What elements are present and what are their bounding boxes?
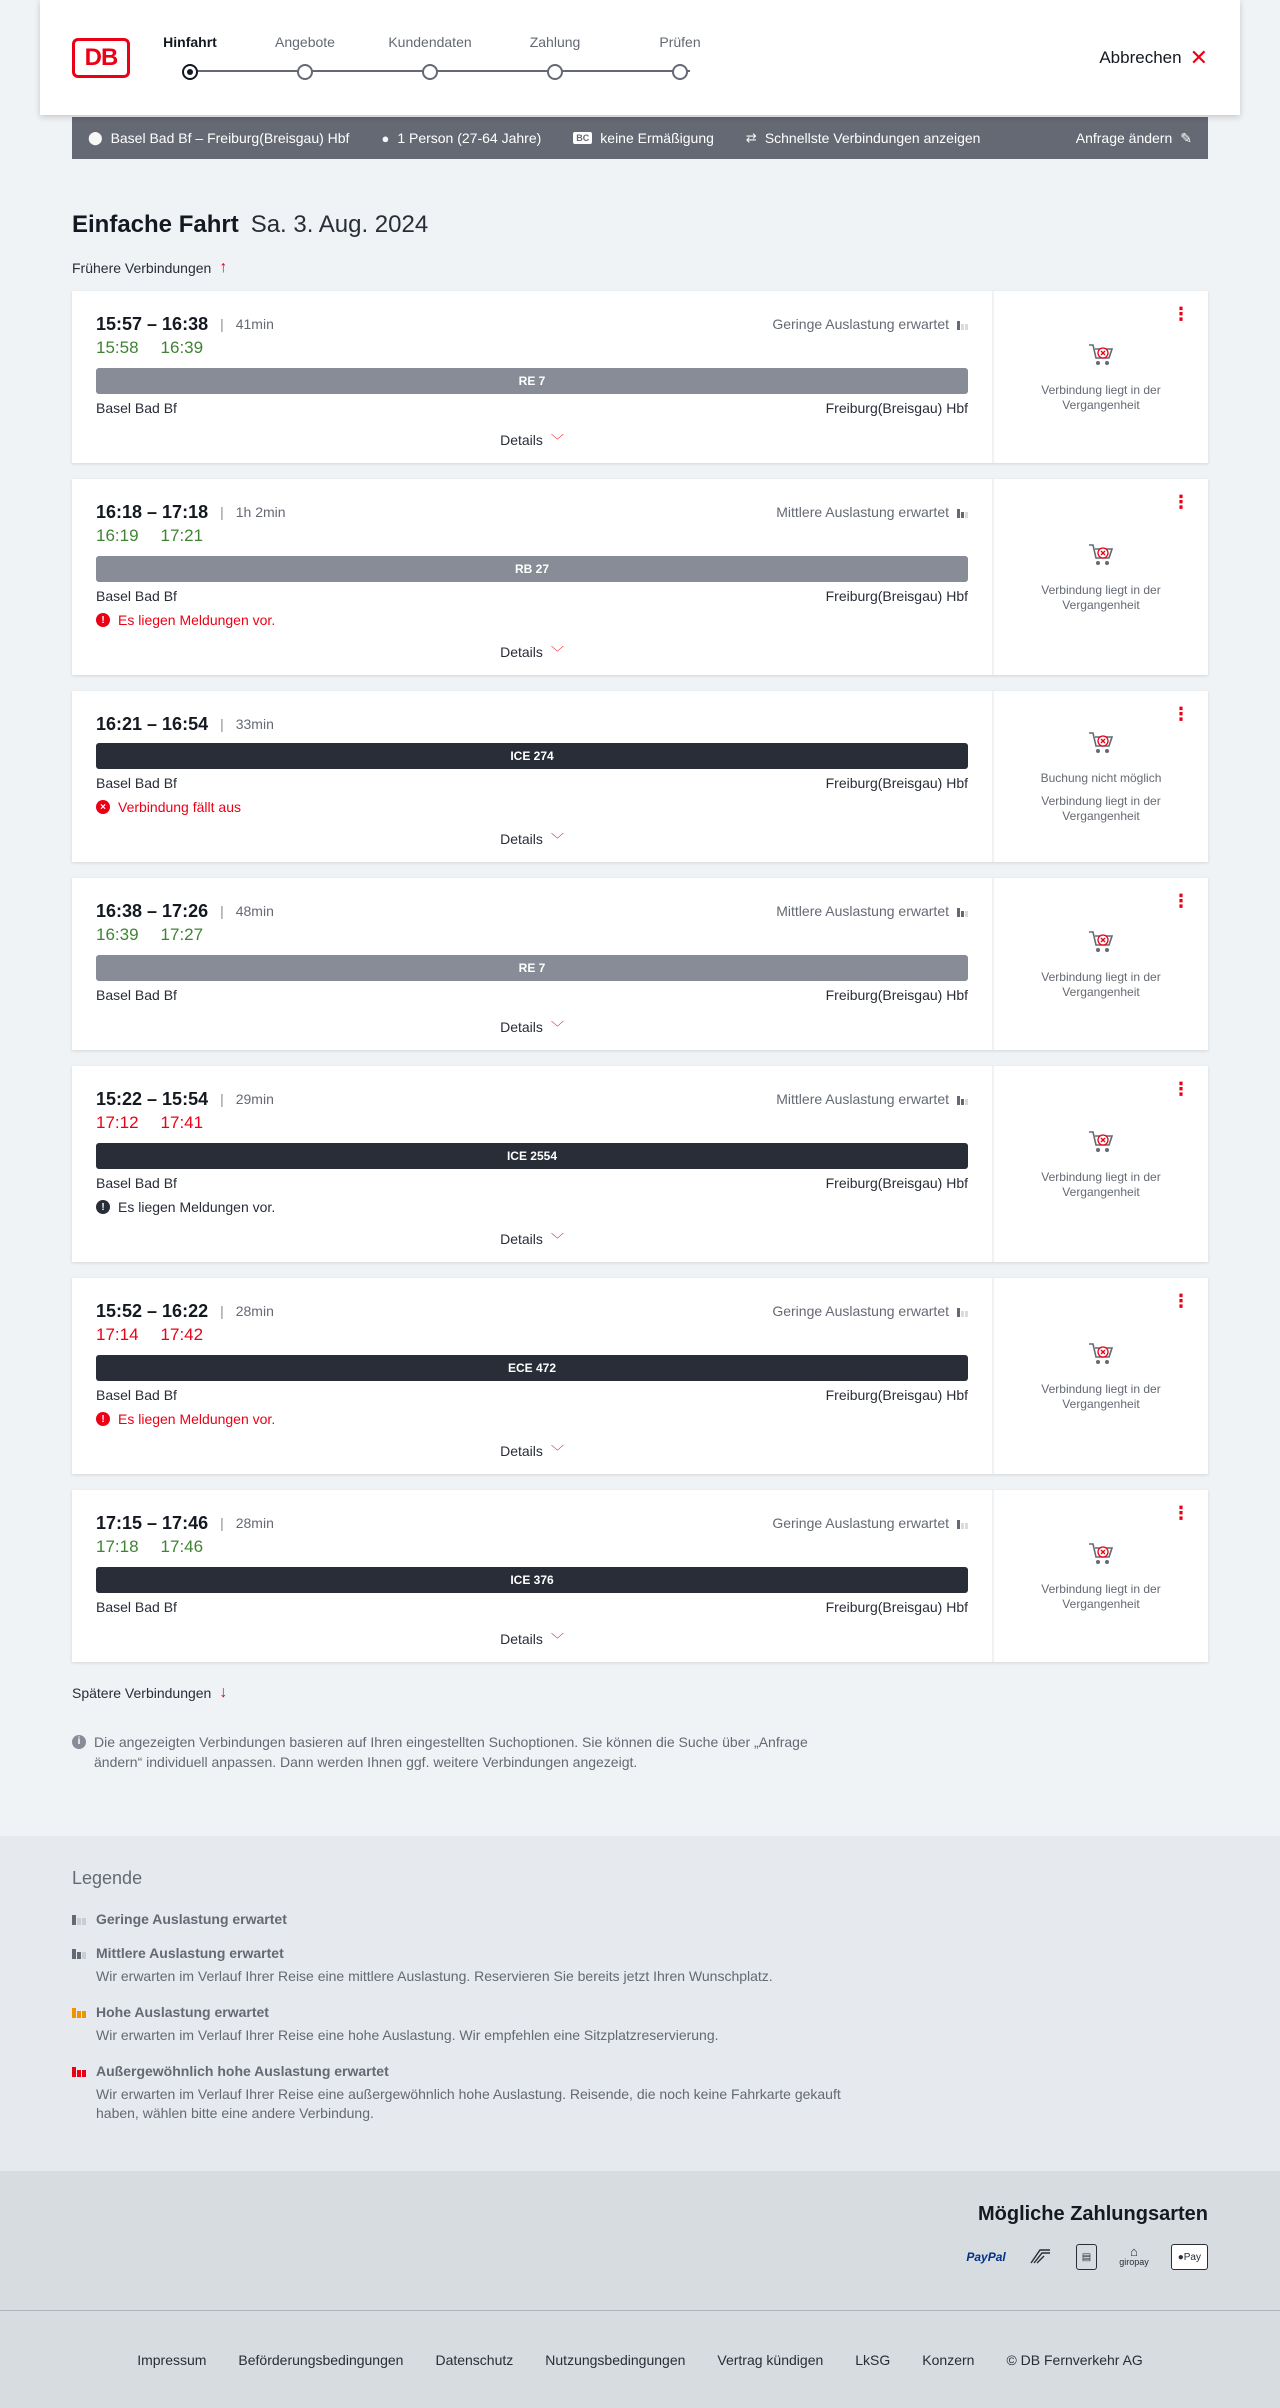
realtime-arrival: 16:39 xyxy=(160,338,204,357)
train-bar[interactable]: ECE 472 xyxy=(96,1355,968,1381)
step-label: Angebote xyxy=(275,34,335,50)
paypal-icon: PayPal xyxy=(966,2250,1006,2264)
connection-duration: 48min xyxy=(235,903,274,919)
more-options-icon[interactable]: ⋮ xyxy=(1172,492,1190,512)
details-label: Details xyxy=(500,431,543,448)
alert-circle-icon: ! xyxy=(96,1200,110,1214)
close-icon: ✕ xyxy=(1189,45,1208,70)
change-request-button[interactable] xyxy=(1076,130,1192,147)
legend-item-desc: Wir erwarten im Verlauf Ihrer Reise eine mittlere Auslastung. Reservieren Sie bereits jetzt Ihren Wunschplatz. xyxy=(96,1968,773,1984)
booking-panel xyxy=(994,291,1208,463)
arrival-station: Freiburg(Breisgau) Hbf xyxy=(825,1175,968,1191)
details-label: Details xyxy=(500,830,543,847)
later-connections-link[interactable] xyxy=(72,1684,227,1702)
earlier-connections-link[interactable] xyxy=(72,259,227,277)
chevron-down-icon: ﹀ xyxy=(550,1632,564,1647)
step-zahlung xyxy=(495,34,615,80)
trip-type: Einfache Fahrt xyxy=(72,211,239,238)
top-header xyxy=(40,0,1240,115)
station-row xyxy=(96,1175,968,1191)
occupancy-indicator xyxy=(772,1303,968,1319)
cart-unavailable-icon xyxy=(1087,1341,1115,1370)
booking-panel xyxy=(994,878,1208,1050)
step-kundendaten xyxy=(370,34,490,80)
connection-duration: 33min xyxy=(235,716,274,732)
connection-status-text: Verbindung liegt in der Vergangenheit xyxy=(1041,969,1161,999)
station-row xyxy=(96,1599,968,1615)
booking-panel xyxy=(994,1066,1208,1262)
chevron-down-icon: ﹀ xyxy=(550,1444,564,1459)
search-summary-bar xyxy=(72,117,1208,159)
occupancy-text: Geringe Auslastung erwartet xyxy=(772,1515,949,1531)
connection-card[interactable] xyxy=(72,291,1208,463)
connection-info xyxy=(72,1066,994,1262)
more-options-icon[interactable]: ⋮ xyxy=(1172,891,1190,911)
separator: | xyxy=(220,1515,224,1531)
cancel-circle-icon: × xyxy=(96,800,110,814)
realtime-departure: 17:14 xyxy=(96,1325,139,1344)
legend-item-medium xyxy=(72,1945,1208,1986)
step-pruefen xyxy=(620,34,740,80)
separator: | xyxy=(220,716,224,732)
summary-route-text: Basel Bad Bf – Freiburg(Breisgau) Hbf xyxy=(110,130,350,146)
separator: | xyxy=(220,1303,224,1319)
details-label: Details xyxy=(500,1442,543,1459)
location-pin-icon: ⬤ xyxy=(88,130,103,145)
giropay-label: giropay xyxy=(1119,2257,1149,2267)
step-dot xyxy=(672,64,688,80)
train-bar[interactable]: RB 27 xyxy=(96,556,968,582)
person-icon: ● xyxy=(381,130,390,146)
realtime-arrival: 17:21 xyxy=(160,526,204,545)
booking-panel xyxy=(994,1490,1208,1662)
realtime-times xyxy=(96,1113,968,1135)
summary-passengers[interactable] xyxy=(381,130,541,146)
details-toggle[interactable] xyxy=(96,1229,968,1248)
connection-card[interactable] xyxy=(72,479,1208,675)
alert-circle-icon: ! xyxy=(96,613,110,627)
occupancy-text: Mittlere Auslastung erwartet xyxy=(776,903,949,919)
connection-card[interactable] xyxy=(72,1490,1208,1662)
realtime-times xyxy=(96,1325,968,1347)
occupancy-text: Mittlere Auslastung erwartet xyxy=(776,504,949,520)
more-options-icon[interactable]: ⋮ xyxy=(1172,1291,1190,1311)
connection-list xyxy=(72,291,1208,1662)
db-logo[interactable]: DB xyxy=(72,38,130,78)
occupancy-high-icon xyxy=(72,2006,88,2018)
chevron-down-icon: ﹀ xyxy=(550,1020,564,1035)
connection-card[interactable] xyxy=(72,878,1208,1050)
connection-message xyxy=(96,799,968,815)
message-text: Es liegen Meldungen vor. xyxy=(118,612,276,628)
trip-heading xyxy=(72,211,1208,239)
booking-panel xyxy=(994,691,1208,862)
bahncard-icon: BC xyxy=(573,132,592,144)
connection-times: 16:21 – 16:54 xyxy=(96,713,209,734)
step-angebote xyxy=(245,34,365,80)
pencil-icon: ✎ xyxy=(1180,129,1192,146)
summary-discount[interactable] xyxy=(573,130,714,146)
step-label: Kundendaten xyxy=(388,34,472,50)
details-label: Details xyxy=(500,1630,543,1647)
occupancy-indicator xyxy=(772,316,968,332)
occupancy-indicator xyxy=(776,504,968,520)
departure-station: Basel Bad Bf xyxy=(96,400,177,416)
connection-message xyxy=(96,612,968,628)
info-icon: i xyxy=(72,1735,86,1749)
step-label: Prüfen xyxy=(659,34,701,50)
departure-station: Basel Bad Bf xyxy=(96,1175,177,1191)
legend-item-low xyxy=(72,1911,1208,1927)
arrival-station: Freiburg(Breisgau) Hbf xyxy=(825,1599,968,1615)
footer-link-lksg[interactable]: LkSG xyxy=(855,2351,891,2368)
message-text: Verbindung fällt aus xyxy=(118,799,241,815)
legend-item-title: Hohe Auslastung erwartet xyxy=(96,2004,269,2020)
booking-panel xyxy=(994,1278,1208,1474)
step-dot-active xyxy=(182,64,198,80)
summary-passengers-text: 1 Person (27-64 Jahre) xyxy=(397,130,542,146)
realtime-departure: 17:12 xyxy=(96,1113,139,1132)
details-toggle[interactable] xyxy=(96,642,968,661)
connection-duration: 1h 2min xyxy=(235,504,286,520)
swap-arrows-icon: ⇄ xyxy=(745,130,757,145)
step-label: Hinfahrt xyxy=(163,34,217,50)
details-label: Details xyxy=(500,1230,543,1247)
realtime-arrival: 17:27 xyxy=(160,925,204,944)
departure-station: Basel Bad Bf xyxy=(96,588,177,604)
details-label: Details xyxy=(500,643,543,660)
train-bar[interactable]: RE 7 xyxy=(96,368,968,394)
sepa-direct-debit-icon: ▤ xyxy=(1076,2244,1097,2270)
train-bar[interactable]: ICE 376 xyxy=(96,1567,968,1593)
connection-info xyxy=(72,479,994,675)
occupancy-low-icon xyxy=(72,1913,88,1925)
cart-unavailable-icon xyxy=(1087,1541,1115,1570)
step-label: Zahlung xyxy=(529,34,581,50)
separator: | xyxy=(220,504,224,520)
occupancy-exceptional-icon xyxy=(72,2065,88,2077)
separator: | xyxy=(220,903,224,919)
more-options-icon[interactable]: ⋮ xyxy=(1172,704,1190,724)
legend-item-title: Mittlere Auslastung erwartet xyxy=(96,1945,284,1961)
page-footer xyxy=(0,2310,1280,2408)
footer-link-vertrag-kuendigen[interactable]: Vertrag kündigen xyxy=(717,2351,824,2368)
footer-link-nutzung[interactable]: Nutzungsbedingungen xyxy=(545,2351,686,2368)
realtime-departure: 15:58 xyxy=(96,338,139,357)
connection-status-text: Verbindung liegt in der Vergangenheit xyxy=(1041,1581,1161,1611)
giropay-icon: ⌂ giropay xyxy=(1119,2244,1149,2267)
connection-times: 15:22 – 15:54 xyxy=(96,1088,209,1109)
more-options-icon[interactable]: ⋮ xyxy=(1172,304,1190,324)
chevron-down-icon: ﹀ xyxy=(550,832,564,847)
connection-status-text: Verbindung liegt in der Vergangenheit xyxy=(1041,793,1161,823)
apple-pay-label: Pay xyxy=(1183,2251,1201,2263)
footer-link-konzern[interactable]: Konzern xyxy=(922,2351,975,2368)
footer-copyright[interactable]: © DB Fernverkehr AG xyxy=(1006,2351,1143,2368)
legend-item-title: Geringe Auslastung erwartet xyxy=(96,1911,287,1927)
connection-card[interactable] xyxy=(72,1066,1208,1262)
separator: | xyxy=(220,1091,224,1107)
connection-duration: 28min xyxy=(235,1303,274,1319)
summary-route[interactable] xyxy=(88,130,349,146)
arrival-station: Freiburg(Breisgau) Hbf xyxy=(825,588,968,604)
realtime-arrival: 17:42 xyxy=(160,1325,204,1344)
connection-times: 16:38 – 17:26 xyxy=(96,900,209,921)
occupancy-medium-icon xyxy=(72,1947,88,1959)
earlier-connections-label: Frühere Verbindungen xyxy=(72,260,212,276)
occupancy-icon xyxy=(957,318,968,330)
legend-section xyxy=(0,1836,1280,2171)
connection-status-text: Verbindung liegt in der Vergangenheit xyxy=(1041,1381,1161,1411)
cancel-button[interactable] xyxy=(1099,47,1208,69)
booking-panel xyxy=(994,479,1208,675)
summary-fastest-text: Schnellste Verbindungen anzeigen xyxy=(764,130,981,146)
connection-duration: 29min xyxy=(235,1091,274,1107)
occupancy-text: Geringe Auslastung erwartet xyxy=(772,1303,949,1319)
occupancy-text: Mittlere Auslastung erwartet xyxy=(776,1091,949,1107)
apple-icon: ● xyxy=(1177,2251,1184,2263)
payment-methods-title: Mögliche Zahlungsarten xyxy=(977,2203,1208,2225)
legend-item-title: Außergewöhnlich hohe Auslastung erwartet xyxy=(96,2063,389,2079)
search-info-note xyxy=(72,1732,832,1772)
step-dot xyxy=(422,64,438,80)
station-row xyxy=(96,987,968,1003)
cart-unavailable-icon xyxy=(1087,929,1115,958)
separator: | xyxy=(220,316,224,332)
realtime-departure: 16:39 xyxy=(96,925,139,944)
details-toggle[interactable] xyxy=(96,829,968,848)
cart-unavailable-icon xyxy=(1087,342,1115,371)
legend-item-exceptional xyxy=(72,2063,1208,2123)
step-dot xyxy=(547,64,563,80)
step-dot xyxy=(297,64,313,80)
later-connections-label: Spätere Verbindungen xyxy=(72,1685,212,1701)
station-row xyxy=(96,1387,968,1403)
occupancy-icon xyxy=(957,1517,968,1529)
occupancy-icon xyxy=(957,1305,968,1317)
cart-unavailable-icon xyxy=(1087,542,1115,571)
connection-times: 15:57 – 16:38 xyxy=(96,313,209,334)
connection-message xyxy=(96,1199,968,1215)
summary-discount-text: keine Ermäßigung xyxy=(600,130,714,146)
payment-methods-row xyxy=(72,2244,1208,2270)
occupancy-indicator xyxy=(776,1091,968,1107)
arrival-station: Freiburg(Breisgau) Hbf xyxy=(825,987,968,1003)
realtime-departure: 16:19 xyxy=(96,526,139,545)
connection-info xyxy=(72,878,994,1050)
details-label: Details xyxy=(500,1018,543,1035)
occupancy-icon xyxy=(957,1093,968,1105)
station-row xyxy=(96,775,968,791)
occupancy-indicator xyxy=(776,903,968,919)
realtime-times xyxy=(96,1537,968,1559)
payment-methods-section xyxy=(0,2171,1280,2310)
arrow-up-icon: ↑ xyxy=(219,259,228,276)
legend-item-desc: Wir erwarten im Verlauf Ihrer Reise eine hohe Auslastung. Wir empfehlen eine Sitzplatzreservierung. xyxy=(96,2027,719,2043)
realtime-times xyxy=(96,925,968,947)
chevron-down-icon: ﹀ xyxy=(550,1232,564,1247)
occupancy-icon xyxy=(957,506,968,518)
legend-item-high xyxy=(72,2004,1208,2045)
connection-times: 16:18 – 17:18 xyxy=(96,501,209,522)
realtime-times xyxy=(96,338,968,360)
train-bar[interactable]: ICE 274 xyxy=(96,743,968,769)
connection-info xyxy=(72,291,994,463)
connection-times: 17:15 – 17:46 xyxy=(96,1512,209,1533)
change-request-label: Anfrage ändern xyxy=(1075,130,1173,146)
booking-not-possible-text: Buchung nicht möglich xyxy=(1040,770,1162,785)
train-bar[interactable]: ICE 2554 xyxy=(96,1143,968,1169)
message-text: Es liegen Meldungen vor. xyxy=(118,1411,276,1427)
arrival-station: Freiburg(Breisgau) Hbf xyxy=(825,400,968,416)
departure-station: Basel Bad Bf xyxy=(96,775,177,791)
connection-status-text: Verbindung liegt in der Vergangenheit xyxy=(1041,382,1161,412)
credit-card-icon xyxy=(1028,2244,1054,2270)
departure-station: Basel Bad Bf xyxy=(96,987,177,1003)
connection-status-text: Verbindung liegt in der Vergangenheit xyxy=(1041,582,1161,612)
cancel-label: Abbrechen xyxy=(1099,48,1182,67)
departure-station: Basel Bad Bf xyxy=(96,1599,177,1615)
connection-info xyxy=(72,1278,994,1474)
cart-unavailable-icon xyxy=(1087,1129,1115,1158)
connection-info xyxy=(72,691,994,862)
legend-title: Legende xyxy=(72,1868,143,1888)
booking-stepper xyxy=(163,34,720,84)
chevron-down-icon: ﹀ xyxy=(550,645,564,660)
realtime-arrival: 17:46 xyxy=(160,1537,204,1556)
details-toggle[interactable] xyxy=(96,1017,968,1036)
occupancy-icon xyxy=(957,905,968,917)
connection-card[interactable] xyxy=(72,691,1208,862)
connection-duration: 28min xyxy=(235,1515,274,1531)
legend-item-desc: Wir erwarten im Verlauf Ihrer Reise eine außergewöhnlich hohe Auslastung. Reisende, die noch keine Fahrkarte gekauft haben, wählen bitte eine andere Verbindung. xyxy=(96,2086,841,2121)
connection-duration: 41min xyxy=(235,316,274,332)
footer-link-befoerderung[interactable]: Beförderungsbedingungen xyxy=(238,2351,404,2368)
realtime-times xyxy=(96,526,968,548)
chevron-down-icon: ﹀ xyxy=(550,433,564,448)
trip-date: Sa. 3. Aug. 2024 xyxy=(250,211,429,238)
departure-station: Basel Bad Bf xyxy=(96,1387,177,1403)
more-options-icon[interactable]: ⋮ xyxy=(1172,1503,1190,1523)
step-hinfahrt xyxy=(130,34,250,80)
connection-card[interactable] xyxy=(72,1278,1208,1474)
details-toggle[interactable] xyxy=(96,430,968,449)
message-text: Es liegen Meldungen vor. xyxy=(118,1199,276,1215)
cart-unavailable-icon xyxy=(1087,730,1115,759)
footer-link-datenschutz[interactable]: Datenschutz xyxy=(435,2351,514,2368)
alert-circle-icon: ! xyxy=(96,1412,110,1426)
footer-link-impressum[interactable]: Impressum xyxy=(137,2351,207,2368)
arrival-station: Freiburg(Breisgau) Hbf xyxy=(825,775,968,791)
details-toggle[interactable] xyxy=(96,1629,968,1648)
occupancy-indicator xyxy=(772,1515,968,1531)
train-bar[interactable]: RE 7 xyxy=(96,955,968,981)
station-row xyxy=(96,400,968,416)
apple-pay-icon xyxy=(1171,2244,1208,2270)
summary-fastest[interactable] xyxy=(746,130,981,146)
more-options-icon[interactable]: ⋮ xyxy=(1172,1079,1190,1099)
arrow-down-icon: ↓ xyxy=(219,1684,228,1701)
connection-times: 15:52 – 16:22 xyxy=(96,1300,209,1321)
occupancy-text: Geringe Auslastung erwartet xyxy=(772,316,949,332)
info-note-text: Die angezeigten Verbindungen basieren auf Ihren eingestellten Suchoptionen. Sie können die Suche über „Anfrage ändern“ individuell anpassen. Dann werden Ihnen ggf. weitere Verbindungen angezeigt. xyxy=(94,1734,808,1770)
details-toggle[interactable] xyxy=(96,1441,968,1460)
connection-status-text: Verbindung liegt in der Vergangenheit xyxy=(1041,1169,1161,1199)
realtime-arrival: 17:41 xyxy=(160,1113,204,1132)
connection-message xyxy=(96,1411,968,1427)
station-row xyxy=(96,588,968,604)
connection-info xyxy=(72,1490,994,1662)
arrival-station: Freiburg(Breisgau) Hbf xyxy=(825,1387,968,1403)
realtime-departure: 17:18 xyxy=(96,1537,139,1556)
